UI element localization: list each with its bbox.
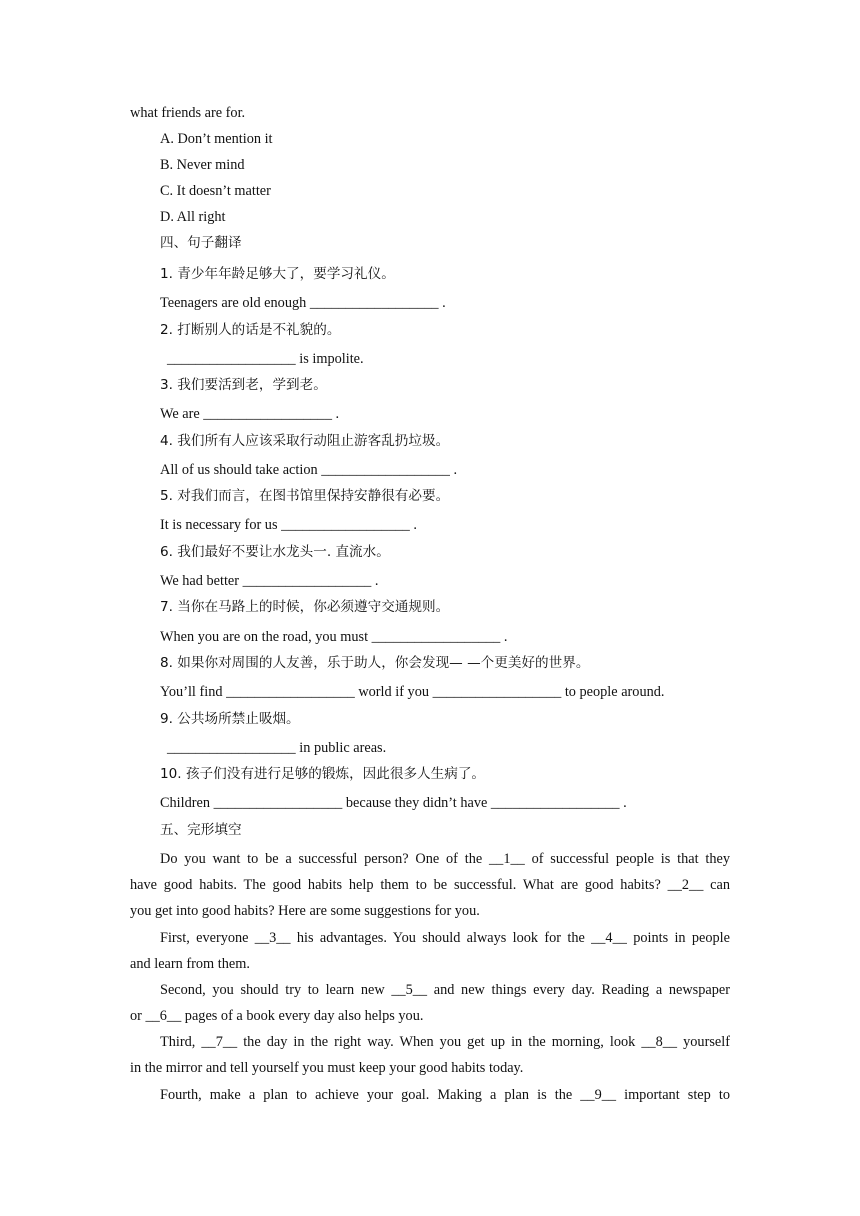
question-4-english: All of us should take action __________________ . [160, 462, 458, 478]
cloze-line: you get into good habits? Here are some suggestions for you. [130, 903, 480, 919]
question-8-english: You’ll find __________________ world if you __________________ to people around. [160, 684, 665, 700]
question-9-english: __________________ in public areas. [167, 740, 387, 756]
question-6-english: We had better __________________ . [160, 573, 379, 589]
question-3-chinese: 3. 我们要活到老，学到老。 [160, 377, 327, 393]
cloze-paragraph-1 [130, 846, 730, 924]
cloze-line: Second, you should try to learn new __5__ and new things every day. Reading a newspaper [160, 982, 730, 998]
question-1-english: Teenagers are old enough __________________ . [160, 295, 446, 311]
question-10-english: Children __________________ because they didn’t have __________________ . [160, 795, 627, 811]
text-line: what friends are for. [130, 105, 246, 121]
question-7-chinese: 7. 当你在马路上的时候，你必须遵守交通规则。 [160, 599, 450, 615]
option-a: A. Don’t mention it [160, 131, 273, 147]
cloze-paragraph-3 [130, 977, 730, 1029]
cloze-line: Do you want to be a successful person? One of the __1__ of successful people is that they [160, 851, 730, 867]
question-3-english: We are __________________ . [160, 406, 340, 422]
question-5-chinese: 5. 对我们而言，在图书馆里保持安静很有必要。 [160, 488, 450, 504]
cloze-line: in the mirror and tell yourself you must keep your good habits today. [130, 1060, 524, 1076]
cloze-paragraph-4 [130, 1029, 730, 1081]
question-10-chinese: 10. 孩子们没有进行足够的锻炼，因此很多人生病了。 [160, 766, 486, 782]
section-heading-translation: 四、句子翻译 [160, 235, 242, 251]
cloze-line: and learn from them. [130, 956, 250, 972]
cloze-line: First, everyone __3__ his advantages. You should always look for the __4__ points in people [160, 930, 730, 946]
question-9-chinese: 9. 公共场所禁止吸烟。 [160, 711, 300, 727]
option-d: D. All right [160, 209, 226, 225]
option-b: B. Never mind [160, 157, 245, 173]
option-c: C. It doesn’t matter [160, 183, 271, 199]
question-1-chinese: 1. 青少年年龄足够大了，要学习礼仪。 [160, 266, 395, 282]
cloze-paragraph-2 [130, 925, 730, 977]
question-5-english: It is necessary for us __________________ . [160, 517, 417, 533]
question-2-chinese: 2. 打断别人的话是不礼貌的。 [160, 322, 341, 338]
question-2-english: __________________ is impolite. [167, 351, 364, 367]
question-8-chinese: 8. 如果你对周围的人友善，乐于助人，你会发现— —个更美好的世界。 [160, 655, 590, 671]
question-6-chinese: 6. 我们最好不要让水龙头一. 直流水。 [160, 544, 390, 560]
cloze-paragraph-5 [130, 1082, 730, 1108]
cloze-line: Fourth, make a plan to achieve your goal. Making a plan is the __9__ important step to [160, 1087, 730, 1103]
question-7-english: When you are on the road, you must __________________ . [160, 629, 508, 645]
cloze-line: or __6__ pages of a book every day also helps you. [130, 1008, 424, 1024]
section-heading-cloze: 五、完形填空 [160, 822, 242, 838]
cloze-line: Third, __7__ the day in the right way. When you get up in the morning, look __8__ yourself [160, 1034, 730, 1050]
question-4-chinese: 4. 我们所有人应该采取行动阻止游客乱扔垃圾。 [160, 433, 450, 449]
cloze-line: have good habits. The good habits help them to be successful. What are good habits? __2__ can [130, 877, 730, 893]
